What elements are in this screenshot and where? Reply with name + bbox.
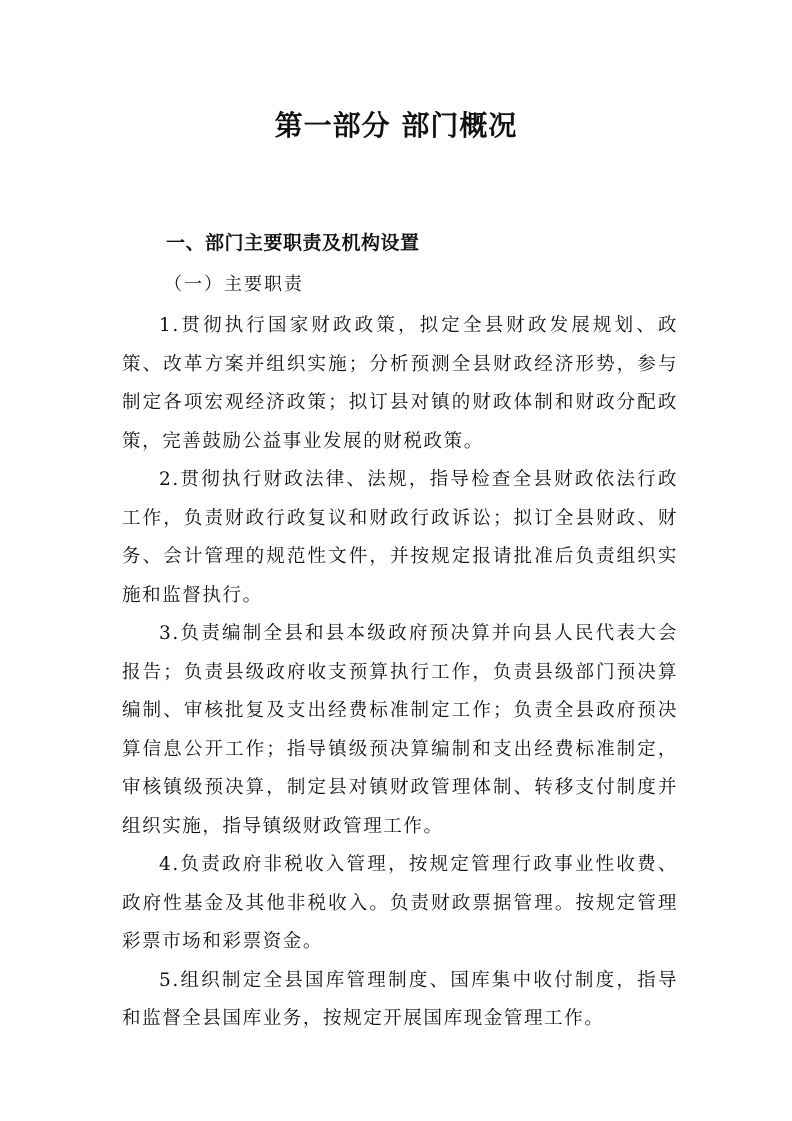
paragraph-4: 4.负责政府非税收入管理，按规定管理行政事业性收费、政府性基金及其他非税收入。负责财政票据管理。按规定管理彩票市场和彩票资金。 — [122, 854, 678, 952]
paragraph-2: 2.贯彻执行财政法律、法规，指导检查全县财政依法行政工作，负责财政行政复议和财政行政诉讼；拟订全县财政、财务、会计管理的规范性文件，并按规定报请批准后负责组织实施和监督执行。 — [122, 469, 678, 606]
paragraph-5: 5.组织制定全县国库管理制度、国库集中收付制度，指导和监督全县国库业务，按规定开展国库现金管理工作。 — [122, 969, 678, 1029]
paragraph-3: 3.负责编制全县和县本级政府预决算并向县人民代表大会报告；负责县级政府收支预算执行工作，负责县级部门预决算编制、审核批复及支出经费标准制定工作；负责全县政府预决算信息公开工作；指导镇级预决算编制和支出经费标准制定，审核镇级预决算，制定县对镇财政管理体制、转移支付制度并组织实施，指导镇级财政管理工作。 — [122, 623, 678, 837]
section-heading: 一、部门主要职责及机构设置 — [166, 232, 420, 254]
paragraph-1: 1.贯彻执行国家财政政策，拟定全县财政发展规划、政策、改革方案并组织实施；分析预测全县财政经济形势，参与制定各项宏观经济政策；拟订县对镇的财政体制和财政分配政策，完善鼓励公益事业发展的财税政策。 — [122, 315, 678, 452]
page-title: 第一部分 部门概况 — [274, 109, 518, 142]
body-text — [122, 307, 678, 1039]
sub-heading: （一）主要职责 — [164, 274, 304, 295]
